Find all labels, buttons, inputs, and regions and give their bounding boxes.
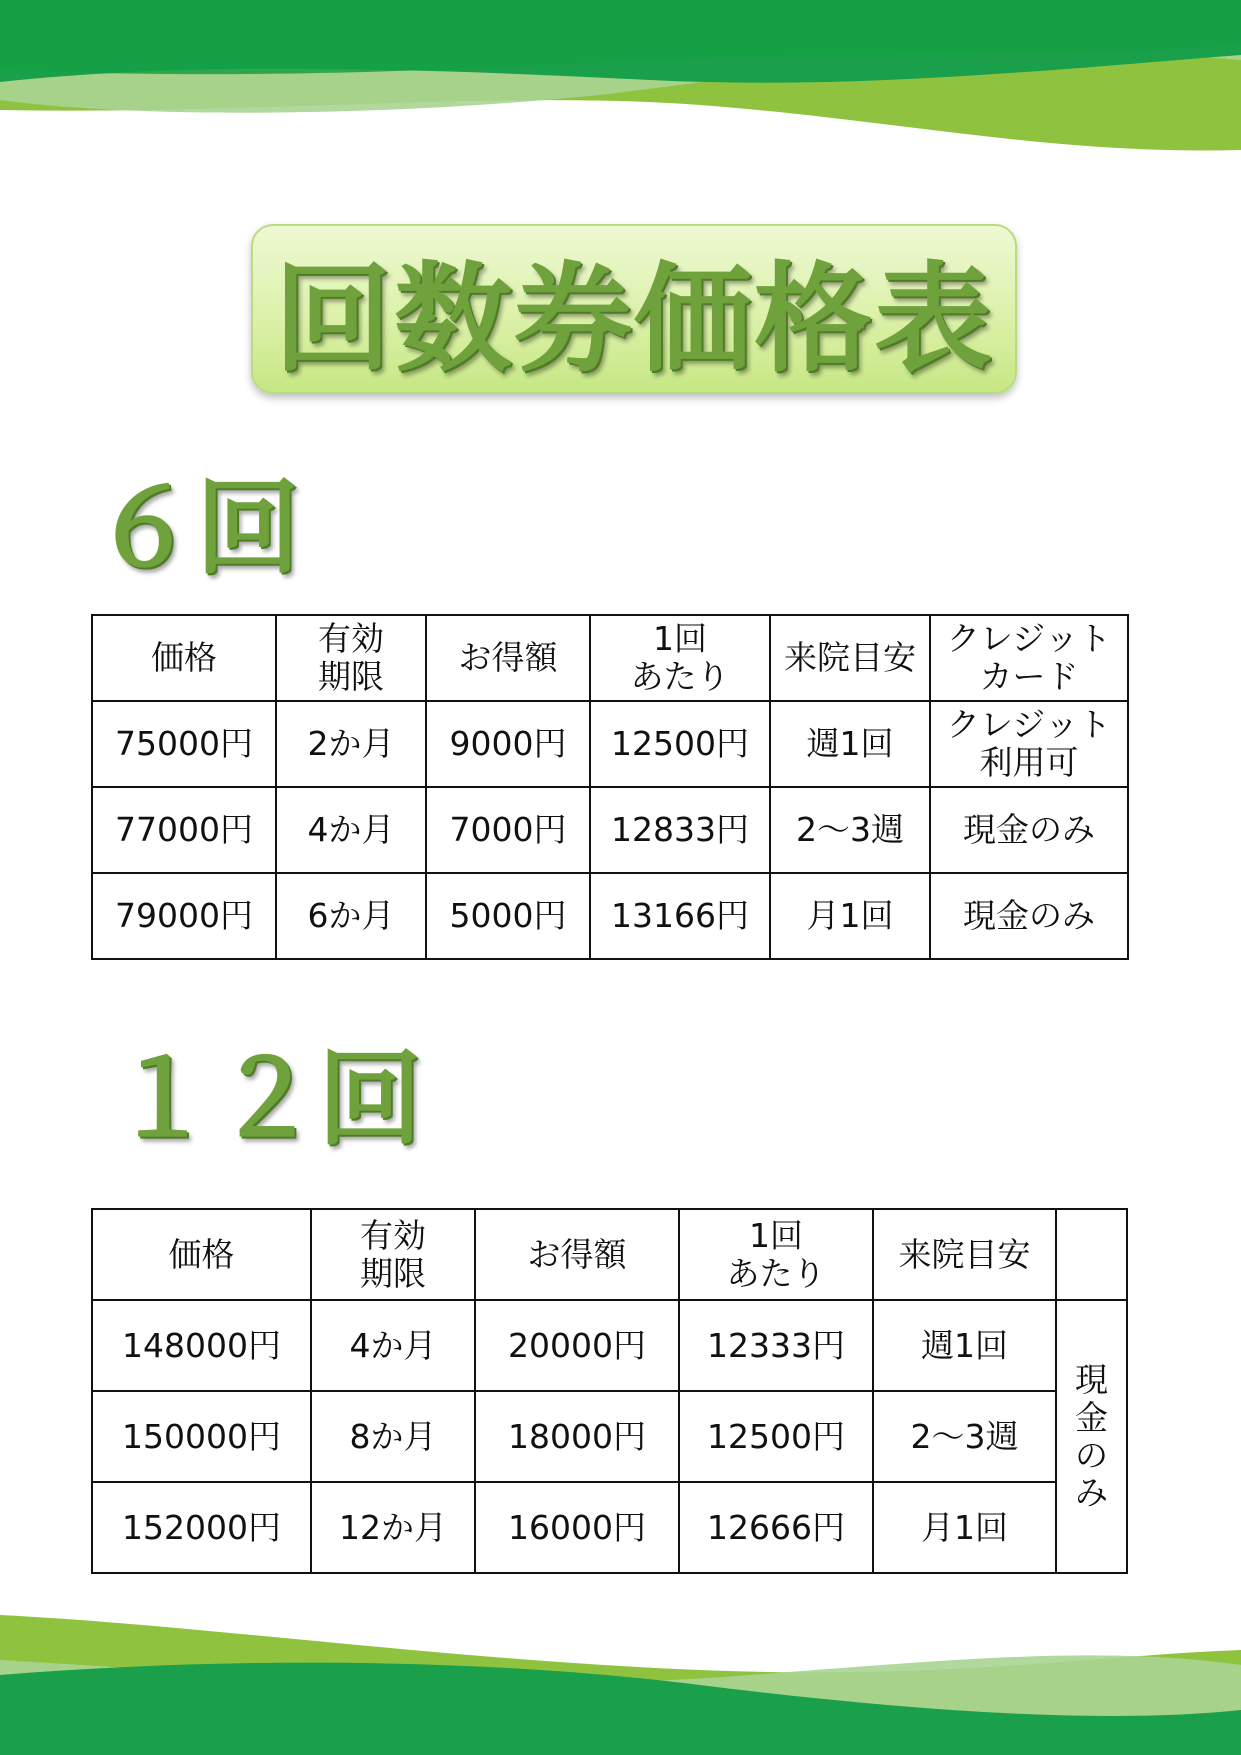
cell-price: 77000円 <box>92 787 276 873</box>
cell-payment: 現金のみ <box>930 787 1128 873</box>
cell-savings: 18000円 <box>475 1391 679 1482</box>
section-heading-6: ６回 <box>92 467 301 589</box>
cell-per-visit: 13166円 <box>590 873 770 959</box>
cell-validity: 4か月 <box>276 787 426 873</box>
title-banner <box>251 224 1017 394</box>
header-visit-frequency: 来院目安 <box>873 1209 1056 1300</box>
cell-price: 79000円 <box>92 873 276 959</box>
price-table-12 <box>91 1208 1128 1574</box>
table-header-row <box>92 1209 1127 1300</box>
cell-savings: 16000円 <box>475 1482 679 1573</box>
cell-per-visit: 12333円 <box>679 1300 873 1391</box>
header-validity: 有効 期限 <box>311 1209 475 1300</box>
header-validity: 有効 期限 <box>276 615 426 701</box>
cell-price: 152000円 <box>92 1482 311 1573</box>
cell-price: 150000円 <box>92 1391 311 1482</box>
cell-visit-frequency: 月1回 <box>770 873 930 959</box>
bottom-wave-decoration <box>0 1615 1241 1755</box>
cell-per-visit: 12833円 <box>590 787 770 873</box>
cell-per-visit: 12666円 <box>679 1482 873 1573</box>
section-heading-12: １２回 <box>110 1038 423 1160</box>
header-price: 価格 <box>92 615 276 701</box>
table-row <box>92 1391 1127 1482</box>
cell-price: 148000円 <box>92 1300 311 1391</box>
cell-visit-frequency: 週1回 <box>873 1300 1056 1391</box>
cell-per-visit: 12500円 <box>679 1391 873 1482</box>
cell-validity: 8か月 <box>311 1391 475 1482</box>
cell-payment: 現金のみ <box>930 873 1128 959</box>
header-credit-card: クレジット カード <box>930 615 1128 701</box>
cell-visit-frequency: 2～3週 <box>770 787 930 873</box>
header-per-visit: 1回 あたり <box>590 615 770 701</box>
header-savings: お得額 <box>475 1209 679 1300</box>
cell-validity: 4か月 <box>311 1300 475 1391</box>
table-row <box>92 873 1128 959</box>
cell-validity: 2か月 <box>276 701 426 787</box>
cell-visit-frequency: 2～3週 <box>873 1391 1056 1482</box>
table-row <box>92 701 1128 787</box>
cell-savings: 7000円 <box>426 787 590 873</box>
cell-savings: 5000円 <box>426 873 590 959</box>
cell-payment: クレジット 利用可 <box>930 701 1128 787</box>
page-title: 回数券価格表 <box>273 250 994 388</box>
header-price: 価格 <box>92 1209 311 1300</box>
table-row <box>92 1482 1127 1573</box>
price-table-6 <box>91 614 1129 960</box>
cell-validity: 12か月 <box>311 1482 475 1573</box>
top-wave-decoration <box>0 0 1241 160</box>
cell-per-visit: 12500円 <box>590 701 770 787</box>
cell-savings: 9000円 <box>426 701 590 787</box>
cell-payment-cash-only: 現 金 の み <box>1056 1300 1127 1573</box>
header-visit-frequency: 来院目安 <box>770 615 930 701</box>
cell-price: 75000円 <box>92 701 276 787</box>
table-header-row <box>92 615 1128 701</box>
header-per-visit: 1回 あたり <box>679 1209 873 1300</box>
table-row <box>92 787 1128 873</box>
cell-visit-frequency: 月1回 <box>873 1482 1056 1573</box>
cell-visit-frequency: 週1回 <box>770 701 930 787</box>
table-row <box>92 1300 1127 1391</box>
header-savings: お得額 <box>426 615 590 701</box>
cell-savings: 20000円 <box>475 1300 679 1391</box>
cell-validity: 6か月 <box>276 873 426 959</box>
header-empty <box>1056 1209 1127 1300</box>
